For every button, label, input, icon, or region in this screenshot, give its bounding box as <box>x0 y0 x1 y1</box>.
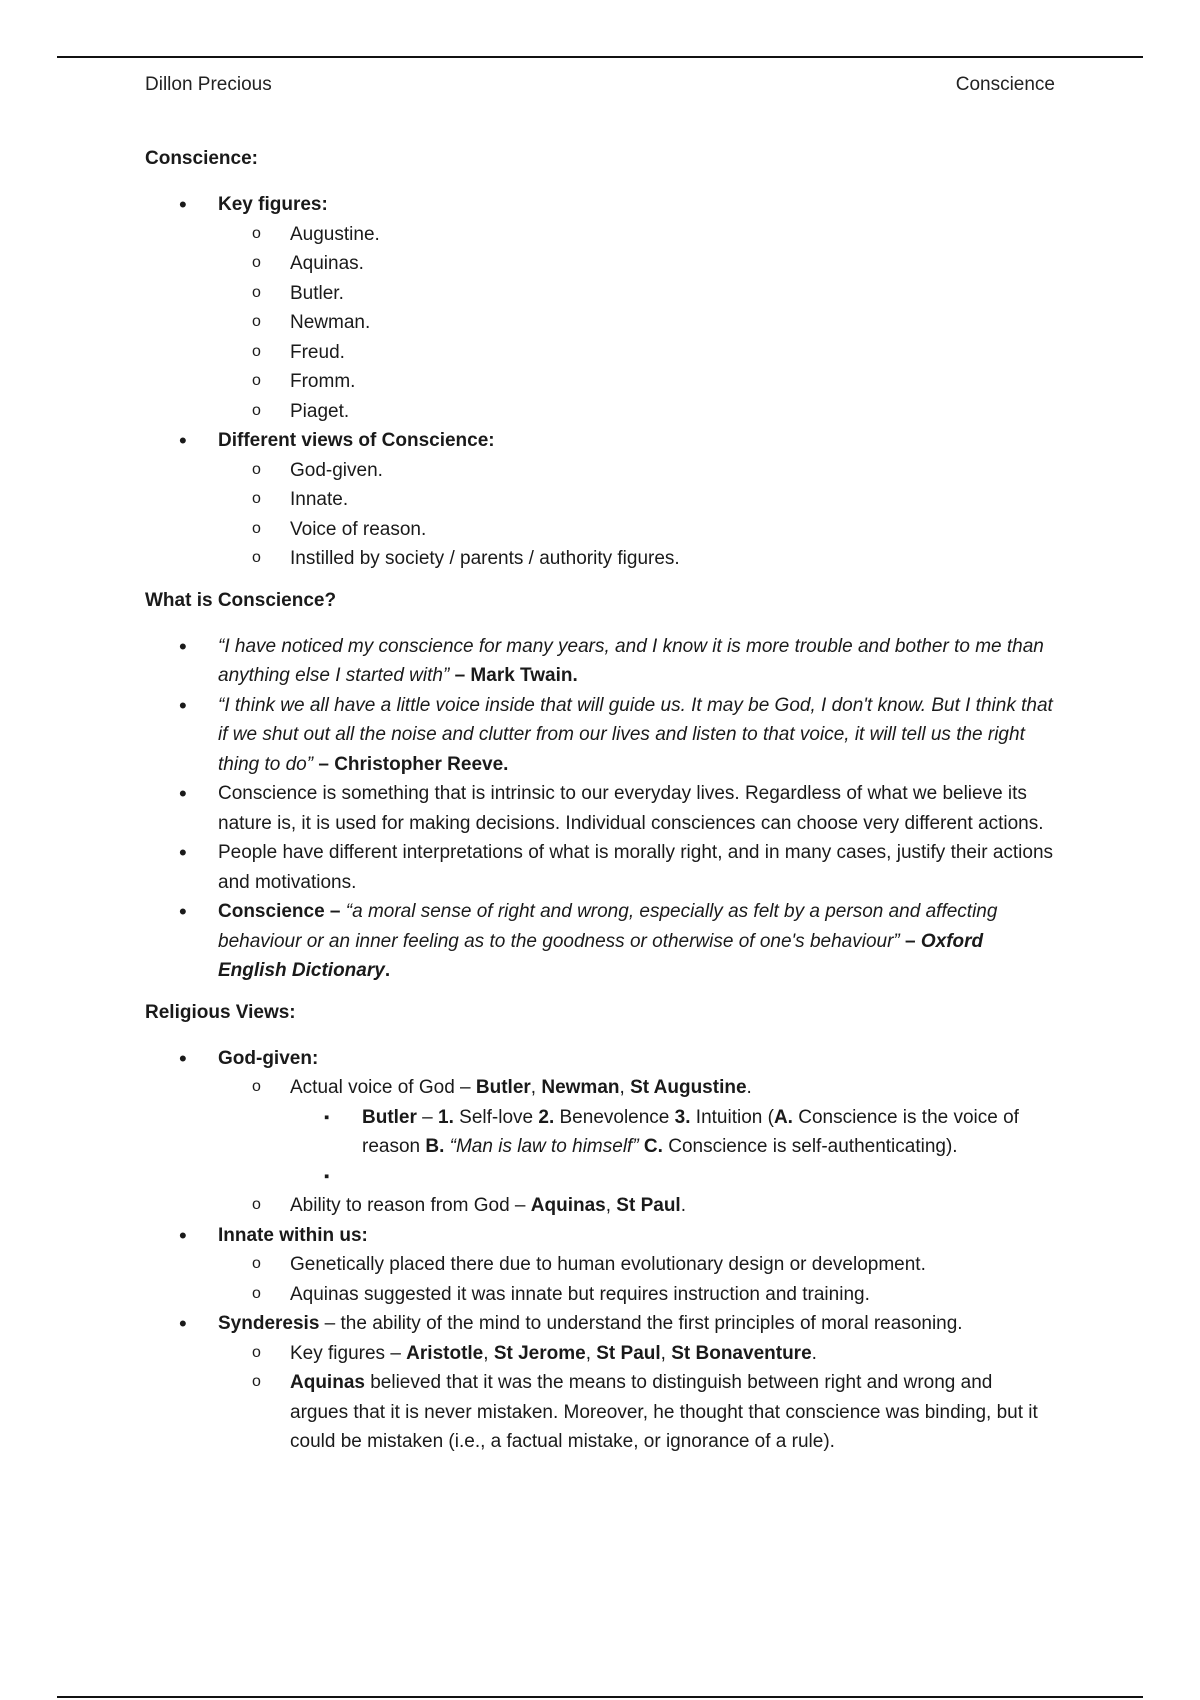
list-item: o Ability to reason from God – Aquinas, St Paul. <box>218 1191 1055 1221</box>
list-item <box>145 190 1055 426</box>
list-item: • Synderesis – the ability of the mind to understand the first principles of moral reasoning. o Key figures – Aristotle, St Jerome, St Paul, St Bonaventure. o Aquinas believed that it was the means to distinguish between right and wrong and argues that it is never mistaken. Moreover, he thought that conscience was binding, but it could be mistaken (i.e., a factual mistake, or ignorance of a rule). <box>145 1309 1055 1457</box>
list-item: o Genetically placed there due to human evolutionary design or development. <box>218 1250 1055 1280</box>
list-item <box>145 632 1055 691</box>
god-given-label: God-given: <box>218 1047 319 1069</box>
list-item: o Aquinas suggested it was innate but requires instruction and training. <box>218 1280 1055 1310</box>
header-author: Dillon Precious <box>145 74 272 95</box>
header-rule <box>57 56 1143 58</box>
list-item <box>145 1221 1055 1310</box>
innate-label: Innate within us: <box>218 1224 368 1246</box>
list-item: o God-given. <box>218 456 1055 486</box>
definition-term: Conscience – <box>218 901 346 922</box>
list-item: o Butler. <box>218 279 1055 309</box>
list-item: • Conscience is something that is intrinsic to our everyday lives. Regardless of what we believe its nature is, it is used for making decisions. Individual consciences can choose very different actions. <box>145 779 1055 838</box>
list-item: o Key figures – Aristotle, St Jerome, St Paul, St Bonaventure. <box>218 1339 1055 1369</box>
twain-quote: “I have noticed my conscience for many years, and I know it is more trouble and bother to me than anything else I started with” <box>218 635 1044 686</box>
list-item: ▪ Butler – 1. Self-love 2. Benevolence 3. Intuition (A. Conscience is the voice of reason B. “Man is law to himself” C. Conscience is self-authenticating). <box>290 1103 1055 1162</box>
views-label: Different views of Conscience: <box>218 430 495 451</box>
religious-views-list <box>145 1044 1055 1457</box>
footer-rule <box>57 1696 1143 1698</box>
list-item <box>145 426 1055 574</box>
list-item: o Actual voice of God – Butler, Newman, St Augustine. ▪ Butler – 1. Self-love 2. Benevolence 3. Intuition (A. Conscience is the voice of reason B. “Man is law to himself” C. Conscience is self-authenticating). ▪ <box>218 1073 1055 1191</box>
reeve-quote: “I think we all have a little voice inside that will guide us. It may be God, I don't know. But I think that if we shut out all the noise and clutter from our lives and listen to that voice, it will tell us the right thing to do” <box>218 694 1053 775</box>
list-item: • Conscience – “a moral sense of right and wrong, especially as felt by a person and affecting behaviour or an inner feeling as to the goodness or otherwise of one's behaviour” – Oxford English Dictionary. <box>145 897 1055 986</box>
heading-what-is-conscience: What is Conscience? <box>145 589 337 611</box>
list-item: o Instilled by society / parents / authority figures. <box>218 544 1055 574</box>
reeve-author: – Christopher Reeve. <box>313 753 509 775</box>
what-is-list <box>145 632 1055 986</box>
conscience-list <box>145 190 1055 574</box>
list-item: o Aquinas. <box>218 249 1055 279</box>
list-item: o Augustine. <box>218 220 1055 250</box>
heading-conscience: Conscience: <box>145 148 258 169</box>
list-item: o Innate. <box>218 485 1055 515</box>
document-body <box>145 146 1055 1471</box>
list-item: o Voice of reason. <box>218 515 1055 545</box>
key-figures-label: Key figures: <box>218 194 328 215</box>
heading-religious-views: Religious Views: <box>145 1001 296 1023</box>
list-item <box>145 691 1055 780</box>
twain-author: – Mark Twain. <box>449 665 578 686</box>
list-item: o Fromm. <box>218 367 1055 397</box>
definition-text: “a moral sense of right and wrong, especially as felt by a person and affecting behaviour or an inner feeling as to the goodness or otherwise of one's behaviour” <box>218 901 998 952</box>
list-item: o Aquinas believed that it was the means to distinguish between right and wrong and argues that it is never mistaken. Moreover, he thought that conscience was binding, but it could be mistaken (i.e., a factual mistake, or ignorance of a rule). <box>218 1368 1055 1457</box>
list-item: o Newman. <box>218 308 1055 338</box>
list-item: • People have different interpretations of what is morally right, and in many cases, justify their actions and motivations. <box>145 838 1055 897</box>
list-item: o Freud. <box>218 338 1055 368</box>
list-item <box>290 1162 1055 1192</box>
synderesis-term: Synderesis <box>218 1313 320 1334</box>
list-item <box>145 1044 1055 1221</box>
list-item: o Piaget. <box>218 397 1055 427</box>
header-topic: Conscience <box>955 74 1055 95</box>
definition-source: Oxford English Dictionary <box>218 930 984 981</box>
